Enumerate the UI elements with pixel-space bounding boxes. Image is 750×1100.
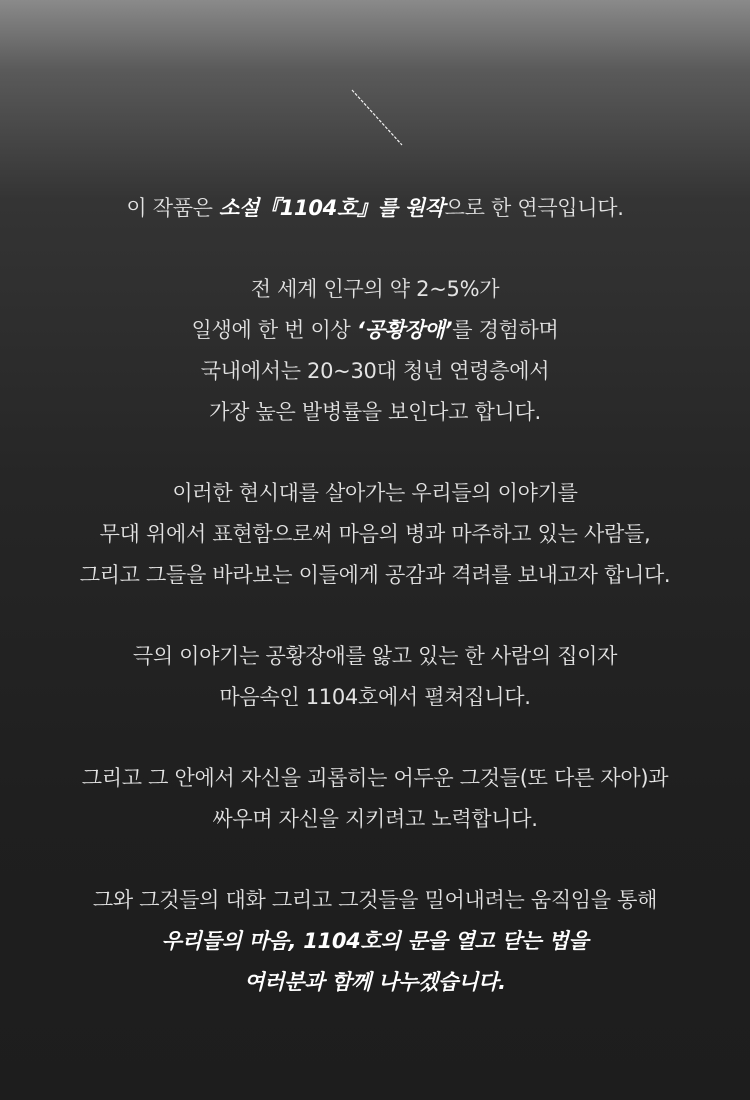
text-line — [0, 473, 750, 514]
text-line — [0, 880, 750, 921]
body-text: 무대 위에서 표현함으로써 마음의 병과 마주하고 있는 사람들, — [99, 522, 651, 546]
body-text: 싸우며 자신을 지키려고 노력합니다. — [212, 807, 538, 831]
body-text: 일생에 한 번 이상 — [191, 318, 357, 342]
body-text: 가장 높은 발병률을 보인다고 합니다. — [209, 400, 541, 424]
text-line — [0, 962, 750, 1003]
text-line — [0, 351, 750, 392]
paragraph — [0, 758, 750, 840]
text-line — [0, 188, 750, 229]
body-text: 국내에서는 20~30대 청년 연령층에서 — [200, 359, 550, 383]
body-text: 이 작품은 — [126, 196, 220, 220]
emphasis-text: 소설『1104호』를 원작 — [219, 196, 445, 220]
paragraph — [0, 188, 750, 229]
text-line — [0, 799, 750, 840]
text-line — [0, 636, 750, 677]
text-line — [0, 269, 750, 310]
paragraph — [0, 473, 750, 596]
text-line — [0, 677, 750, 718]
emphasis-text: 여러분과 함께 나누겠습니다. — [244, 970, 506, 994]
text-line — [0, 310, 750, 351]
body-text: 이러한 현시대를 살아가는 우리들의 이야기를 — [172, 481, 578, 505]
body-text: 그리고 그들을 바라보는 이들에게 공감과 격려를 보내고자 합니다. — [79, 563, 671, 587]
body-text: 전 세계 인구의 약 2~5%가 — [250, 277, 500, 301]
body-text: 를 경험하며 — [452, 318, 559, 342]
body-text: 그리고 그 안에서 자신을 괴롭히는 어두운 그것들(또 다른 자아)과 — [81, 766, 669, 790]
text-line — [0, 392, 750, 433]
emphasis-text: 우리들의 마음, 1104호의 문을 열고 닫는 법을 — [161, 929, 589, 953]
body-text: 그와 그것들의 대화 그리고 그것들을 밀어내려는 움직임을 통해 — [92, 888, 658, 912]
text-line — [0, 514, 750, 555]
paragraph — [0, 269, 750, 433]
emphasis-text: ‘공황장애’ — [356, 318, 453, 342]
paragraph — [0, 880, 750, 1003]
text-line — [0, 555, 750, 596]
text-line — [0, 758, 750, 799]
synopsis-text — [0, 188, 750, 1043]
body-text: 으로 한 연극입니다. — [444, 196, 624, 220]
diagonal-line-ornament — [350, 88, 406, 148]
text-line — [0, 921, 750, 962]
paragraph — [0, 636, 750, 718]
body-text: 마음속인 1104호에서 펼쳐집니다. — [219, 685, 531, 709]
body-text: 극의 이야기는 공황장애를 앓고 있는 한 사람의 집이자 — [132, 644, 618, 668]
